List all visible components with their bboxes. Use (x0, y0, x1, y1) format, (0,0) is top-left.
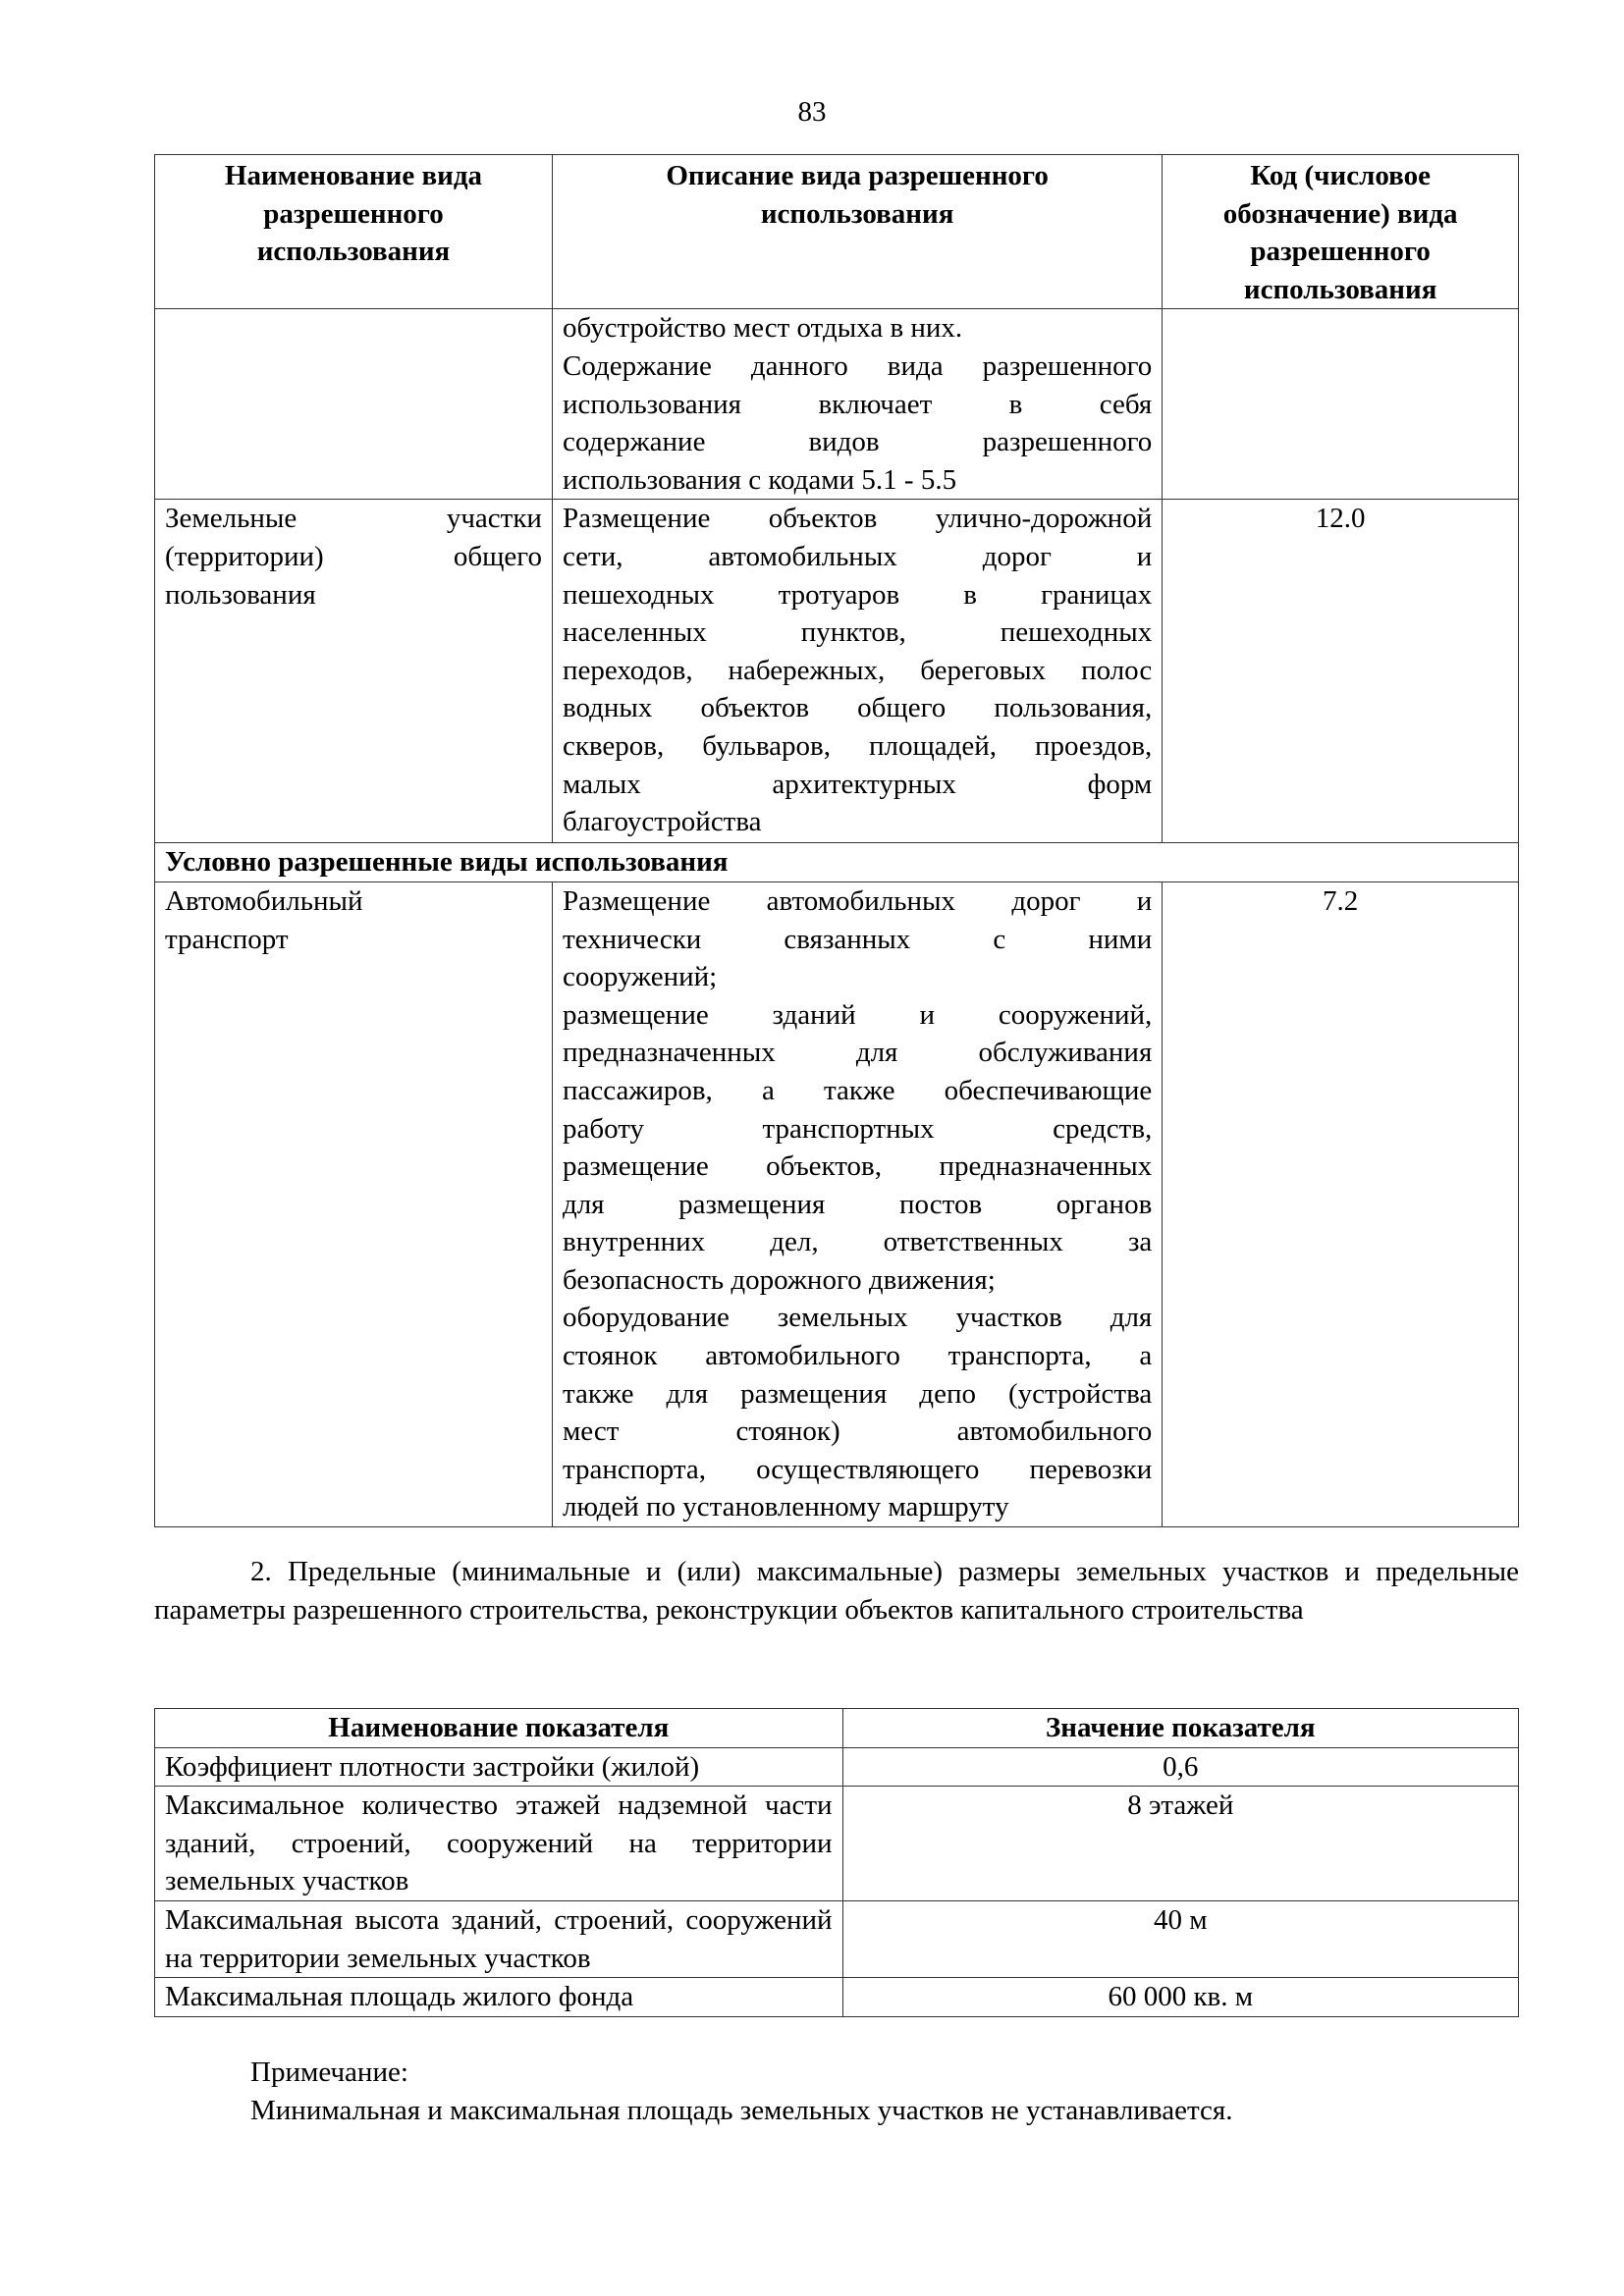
header-line: использования (256, 236, 451, 268)
indicator-name: Максимальное количество этажей надземной части зданий, строений, сооружений на территории земельных участков (155, 1787, 843, 1901)
text-line: оборудование земельных участков для (562, 1302, 1153, 1334)
section-title: Условно разрешенные виды использования (155, 843, 1519, 882)
text-line: технически связанных с ними (562, 923, 1153, 955)
header-use-code (1163, 155, 1519, 309)
text-line: сооружений; (562, 961, 718, 993)
table-row (155, 1747, 1519, 1787)
table-header-row (155, 1709, 1519, 1748)
text-line: транспорта, осуществляющего перевозки (562, 1453, 1153, 1485)
use-code-cell: 7.2 (1163, 881, 1519, 1526)
text-line: размещение объектов, предназначенных (562, 1150, 1153, 1183)
indicator-value: 40 м (842, 1900, 1518, 1977)
text-line: использования включает в себя (562, 388, 1153, 420)
header-line: разрешенного (263, 197, 444, 230)
use-code-cell: 12.0 (1163, 500, 1519, 843)
use-name-cell (155, 309, 553, 500)
indicator-value: 60 000 кв. м (842, 1978, 1518, 2017)
header-use-description (552, 155, 1162, 309)
text-line: содержание видов разрешенного (562, 426, 1153, 458)
text-line: безопасность дорожного движения; (562, 1263, 996, 1296)
text-line: населенных пунктов, пешеходных (562, 616, 1153, 649)
indicator-value: 8 этажей (842, 1787, 1518, 1901)
use-description-cell (552, 500, 1162, 843)
text-line: благоустройства (562, 806, 762, 838)
text-line: мест стоянок) автомобильного (562, 1415, 1153, 1448)
section-2-paragraph: 2. Предельные (минимальные и (или) максимальные) размеры земельных участков и предельные параметры разрешенного строительства, реконструкции объектов капитального строительства (154, 1556, 1519, 1626)
table-row (155, 1787, 1519, 1901)
text-line: (территории) общего (165, 540, 542, 572)
header-line: использования (1243, 273, 1437, 305)
text-line: пешеходных тротуаров в границах (562, 578, 1153, 611)
text-line: пользования (165, 578, 316, 611)
table-row (155, 309, 1519, 500)
table-row (155, 881, 1519, 1526)
table-row (155, 500, 1519, 843)
text-line: водных объектов общего пользования, (562, 692, 1153, 724)
header-line: использования (760, 197, 954, 230)
header-line: Наименование вида (224, 160, 483, 191)
parameters-table (154, 1708, 1519, 2017)
permitted-use-table (154, 154, 1519, 1527)
indicator-name: Максимальная площадь жилого фонда (155, 1978, 843, 2017)
table-row (155, 1900, 1519, 1977)
use-description-cell (552, 309, 1162, 500)
header-line: Описание вида разрешенного (666, 160, 1049, 191)
text-line: Размещение автомобильных дорог и (562, 884, 1153, 917)
use-name-cell (155, 881, 553, 1526)
indicator-name: Максимальная высота зданий, строений, сооружений на территории земельных участков (155, 1900, 843, 1977)
header-line: обозначение) вида (1222, 197, 1458, 230)
header-line: разрешенного (1250, 236, 1431, 268)
text-line: малых архитектурных форм (562, 768, 1153, 800)
header-line: Код (числовое (1250, 160, 1431, 191)
text-line: внутренних дел, ответственных за (562, 1226, 1153, 1258)
text-line: обустройство мест отдыха в них. (562, 312, 963, 345)
indicator-name: Коэффициент плотности застройки (жилой) (155, 1747, 843, 1787)
text-line: для размещения постов органов (562, 1188, 1153, 1220)
note-text: Минимальная и максимальная площадь земельных участков не устанавливается. (250, 2095, 1233, 2126)
header-indicator-value: Значение показателя (842, 1709, 1518, 1748)
header-indicator-name: Наименование показателя (155, 1709, 843, 1748)
page-number: 83 (797, 96, 827, 128)
text-line: транспорт (165, 923, 289, 955)
use-description-cell (552, 881, 1162, 1526)
text-line: использования с кодами 5.1 - 5.5 (562, 463, 957, 496)
use-name-cell (155, 500, 553, 843)
text-line: сети, автомобильных дорог и (562, 540, 1153, 572)
text-line: Земельные участки (165, 503, 542, 535)
text-line: стоянок автомобильного транспорта, а (562, 1340, 1153, 1372)
section-row (155, 843, 1519, 882)
text-line: людей по установленному маршруту (562, 1491, 1009, 1523)
note-label: Примечание: (250, 2056, 408, 2088)
text-line: переходов, набережных, береговых полос (562, 654, 1153, 686)
text-line: Размещение объектов улично-дорожной (562, 503, 1153, 535)
indicator-value: 0,6 (842, 1747, 1518, 1787)
text-line: предназначенных для обслуживания (562, 1037, 1153, 1069)
text-line: размещение зданий и сооружений, (562, 998, 1153, 1031)
text-line: работу транспортных средств, (562, 1112, 1153, 1145)
text-line: пассажиров, а также обеспечивающие (562, 1074, 1153, 1106)
text-line: Содержание данного вида разрешенного (562, 349, 1153, 382)
table-row (155, 1978, 1519, 2017)
text-line: также для размещения депо (устройства (562, 1377, 1153, 1410)
table-header-row (155, 155, 1519, 309)
header-use-name (155, 155, 553, 309)
text-line: Автомобильный (165, 884, 363, 917)
use-code-cell (1163, 309, 1519, 500)
text-line: скверов, бульваров, площадей, проездов, (562, 729, 1153, 762)
